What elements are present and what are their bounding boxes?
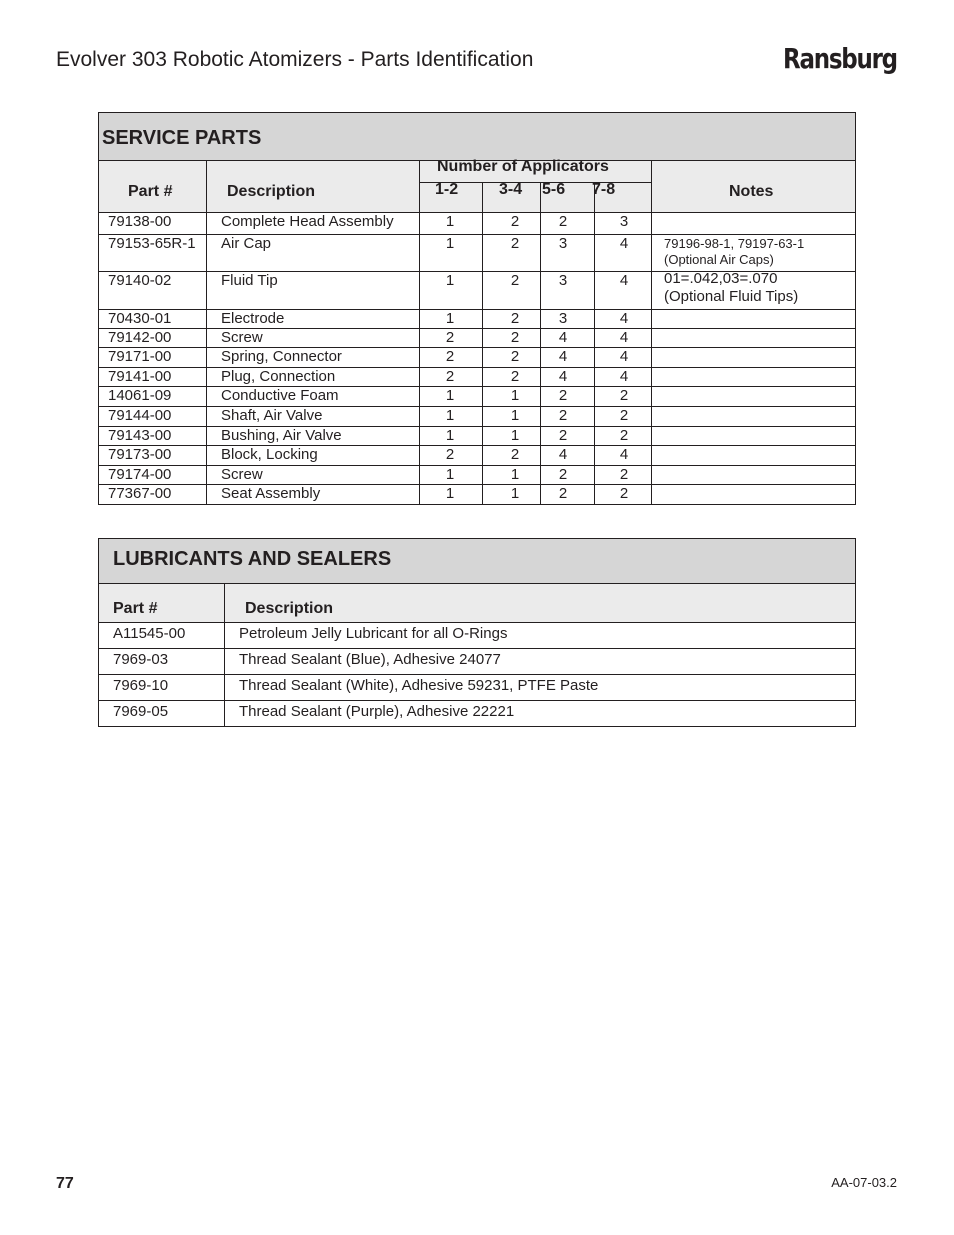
applicator-qty-2: 2	[510, 310, 520, 327]
page-header-title: Evolver 303 Robotic Atomizers - Parts Identification	[56, 48, 534, 71]
table-row	[99, 310, 855, 329]
part-note: 01=.042,03=.070	[664, 270, 778, 287]
part-number: 79153-65R-1	[108, 235, 196, 252]
applicator-qty-4: 2	[619, 466, 629, 483]
applicator-qty-2: 2	[510, 368, 520, 385]
applicator-qty-1: 1	[445, 387, 455, 404]
applicator-qty-4: 2	[619, 485, 629, 502]
part-number: 79140-02	[108, 272, 172, 289]
part-description: Fluid Tip	[221, 272, 278, 289]
lubricants-title: LUBRICANTS AND SEALERS	[99, 539, 855, 583]
part-description: Shaft, Air Valve	[221, 407, 323, 424]
lubricant-description: Thread Sealant (Purple), Adhesive 22221	[239, 703, 515, 720]
applicator-qty-3: 4	[558, 348, 568, 365]
part-description: Complete Head Assembly	[221, 213, 394, 230]
table-row	[99, 427, 855, 446]
part-number: 79171-00	[108, 348, 172, 365]
lub-col-header-description: Description	[245, 600, 334, 617]
applicator-qty-1: 1	[445, 427, 455, 444]
applicator-qty-3: 3	[558, 235, 568, 252]
applicator-qty-4: 4	[619, 272, 629, 289]
applicator-qty-3: 2	[558, 466, 568, 483]
col-header-notes: Notes	[729, 183, 774, 200]
applicator-qty-2: 2	[510, 329, 520, 346]
table-row	[99, 387, 855, 407]
applicator-qty-2: 1	[510, 485, 520, 502]
applicator-qty-1: 2	[445, 446, 455, 463]
applicator-qty-3: 3	[558, 272, 568, 289]
col-header-1-2: 1-2	[435, 181, 459, 198]
applicator-qty-3: 2	[558, 485, 568, 502]
lubricants-header	[99, 583, 855, 623]
brand-logo: Ransburg	[783, 42, 897, 75]
service-parts-header	[99, 158, 855, 213]
part-description: Block, Locking	[221, 446, 318, 463]
part-description: Conductive Foam	[221, 387, 339, 404]
table-row	[99, 485, 855, 504]
col-header-5-6: 5-6	[542, 181, 566, 198]
applicator-qty-3: 4	[558, 329, 568, 346]
lubricant-description: Petroleum Jelly Lubricant for all O-Rings	[239, 625, 508, 642]
part-number: 79142-00	[108, 329, 172, 346]
part-number: 79144-00	[108, 407, 172, 424]
service-parts-table	[98, 112, 856, 505]
applicator-qty-2: 1	[510, 427, 520, 444]
part-number: 79143-00	[108, 427, 172, 444]
table-row	[99, 368, 855, 387]
applicator-qty-4: 4	[619, 329, 629, 346]
applicator-qty-4: 2	[619, 407, 629, 424]
part-note: 79196-98-1, 79197-63-1	[664, 236, 805, 251]
applicator-qty-1: 1	[445, 213, 455, 230]
list-item	[99, 701, 855, 727]
applicator-qty-3: 2	[558, 427, 568, 444]
lubricant-part-number: A11545-00	[113, 625, 186, 642]
part-description: Seat Assembly	[221, 485, 321, 502]
applicator-qty-1: 2	[445, 368, 455, 385]
applicator-qty-2: 1	[510, 387, 520, 404]
col-header-3-4: 3-4	[499, 181, 523, 198]
applicator-qty-4: 2	[619, 387, 629, 404]
part-number: 77367-00	[108, 485, 172, 502]
part-description: Screw	[221, 329, 263, 346]
lubricant-part-number: 7969-05	[113, 703, 169, 720]
lubricant-description: Thread Sealant (White), Adhesive 59231, PTFE Paste	[239, 677, 599, 694]
applicator-qty-2: 2	[510, 213, 520, 230]
applicator-qty-2: 2	[510, 235, 520, 252]
applicator-qty-2: 1	[510, 466, 520, 483]
list-item	[99, 675, 855, 701]
table-row	[99, 446, 855, 466]
part-number: 79141-00	[108, 368, 172, 385]
applicator-qty-2: 2	[510, 348, 520, 365]
lubricants-body	[99, 623, 855, 727]
lubricant-part-number: 7969-10	[113, 677, 169, 694]
part-description: Screw	[221, 466, 263, 483]
part-note-secondary: (Optional Fluid Tips)	[664, 288, 799, 305]
part-number: 70430-01	[108, 310, 172, 327]
applicator-qty-1: 1	[445, 235, 455, 252]
applicator-qty-3: 4	[558, 446, 568, 463]
service-parts-title: SERVICE PARTS	[99, 113, 855, 161]
applicator-qty-2: 2	[510, 446, 520, 463]
applicator-qty-1: 2	[445, 329, 455, 346]
lubricant-description: Thread Sealant (Blue), Adhesive 24077	[239, 651, 501, 668]
applicator-qty-4: 3	[619, 213, 629, 230]
applicator-qty-4: 4	[619, 368, 629, 385]
part-description: Electrode	[221, 310, 285, 327]
table-row	[99, 213, 855, 235]
lubricants-table	[98, 538, 856, 727]
list-item	[99, 649, 855, 675]
part-description: Spring, Connector	[221, 348, 342, 365]
part-note-secondary: (Optional Air Caps)	[664, 252, 774, 267]
service-parts-body	[99, 213, 855, 504]
applicator-qty-4: 4	[619, 348, 629, 365]
table-row	[99, 466, 855, 485]
col-header-description: Description	[227, 183, 316, 200]
part-description: Air Cap	[221, 235, 272, 252]
table-row	[99, 407, 855, 427]
part-number: 79138-00	[108, 213, 172, 230]
page-number: 77	[56, 1175, 74, 1192]
applicator-qty-1: 1	[445, 485, 455, 502]
part-description: Bushing, Air Valve	[221, 427, 342, 444]
table-row	[99, 235, 855, 272]
lub-col-header-part: Part #	[113, 600, 158, 617]
part-number: 79174-00	[108, 466, 172, 483]
applicator-qty-3: 3	[558, 310, 568, 327]
part-number: 79173-00	[108, 446, 172, 463]
applicator-qty-4: 4	[619, 235, 629, 252]
applicator-qty-1: 1	[445, 407, 455, 424]
applicator-qty-4: 4	[619, 310, 629, 327]
applicator-qty-3: 4	[558, 368, 568, 385]
part-number: 14061-09	[108, 387, 172, 404]
part-description: Plug, Connection	[221, 368, 336, 385]
applicator-qty-4: 4	[619, 446, 629, 463]
applicator-qty-1: 2	[445, 348, 455, 365]
applicator-qty-4: 2	[619, 427, 629, 444]
applicator-qty-3: 2	[558, 407, 568, 424]
applicator-qty-1: 1	[445, 272, 455, 289]
applicator-qty-3: 2	[558, 387, 568, 404]
table-row	[99, 272, 855, 310]
applicator-qty-2: 2	[510, 272, 520, 289]
col-header-part: Part #	[128, 183, 173, 200]
list-item	[99, 623, 855, 649]
applicator-qty-2: 1	[510, 407, 520, 424]
col-header-7-8: 7-8	[592, 181, 616, 198]
applicator-qty-1: 1	[445, 310, 455, 327]
table-row	[99, 329, 855, 348]
table-row	[99, 348, 855, 368]
col-header-applicators: Number of Applicators	[437, 158, 609, 175]
lubricant-part-number: 7969-03	[113, 651, 169, 668]
applicator-qty-3: 2	[558, 213, 568, 230]
document-code: AA-07-03.2	[831, 1175, 897, 1190]
applicator-qty-1: 1	[445, 466, 455, 483]
